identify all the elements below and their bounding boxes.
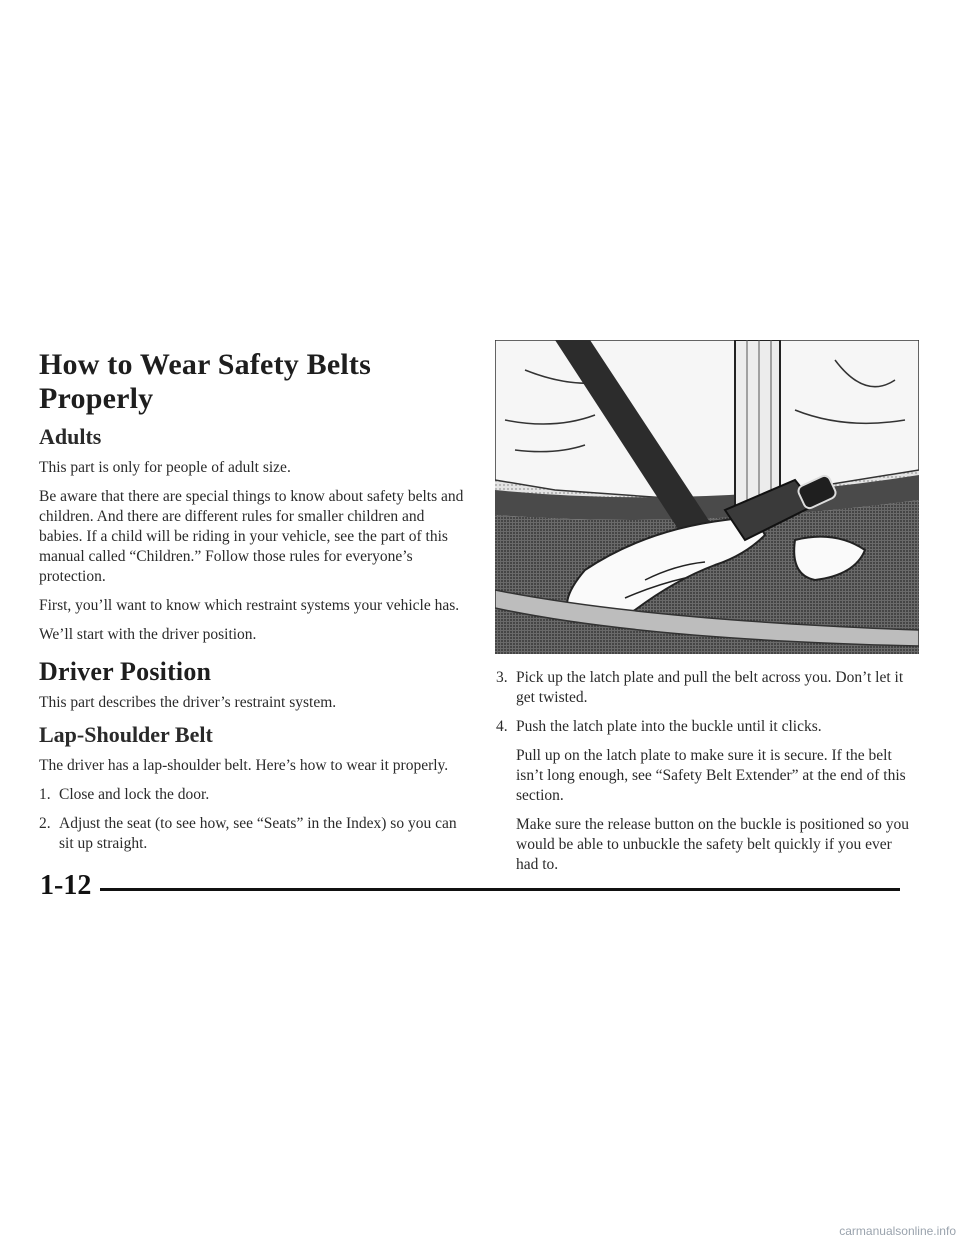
step-3 <box>496 668 916 708</box>
step-number: 1. <box>39 786 51 803</box>
step-number: 3. <box>496 669 508 686</box>
driver-paragraph: This part describes the driver’s restraint system. <box>39 694 337 711</box>
lap-shoulder-heading: Lap-Shoulder Belt <box>39 722 213 747</box>
step-text: Close and lock the door. <box>59 786 210 803</box>
step-1 <box>39 785 469 805</box>
release-button-paragraph: Make sure the release button on the buckle is positioned so you would be able to unbuckle the safety belt quickly if you ever had to. <box>516 816 910 873</box>
adults-paragraph-1: This part is only for people of adult size. <box>39 459 291 476</box>
right-column <box>496 668 916 884</box>
adults-paragraph-2: Be aware that there are special things to know about safety belts and children. And there are different rules for smaller children and babies. If a child will be riding in your vehicle, see the part of this manual called “Children.” Follow those rules for everyone’s protection. <box>39 488 464 585</box>
adults-paragraph-3: First, you’ll want to know which restraint systems your vehicle has. <box>39 597 460 614</box>
step-4 <box>496 717 916 737</box>
footer-rule <box>100 888 900 891</box>
step-2 <box>39 814 469 854</box>
driver-position-heading: Driver Position <box>39 657 212 686</box>
page-title: How to Wear Safety Belts Properly <box>39 348 371 415</box>
adults-heading: Adults <box>39 424 102 449</box>
step-text: Adjust the seat (to see how, see “Seats” in the Index) so you can sit up straight. <box>59 815 457 852</box>
secure-latch-paragraph: Pull up on the latch plate to make sure it is secure. If the belt isn’t long enough, see “Safety Belt Extender” at the end of this section. <box>516 747 906 804</box>
step-text: Pick up the latch plate and pull the belt across you. Don’t let it get twisted. <box>516 669 904 706</box>
step-number: 2. <box>39 815 51 832</box>
belt-buckle-drawing <box>495 340 919 654</box>
page-number: 1-12 <box>40 870 99 902</box>
lap-shoulder-paragraph: The driver has a lap-shoulder belt. Here’s how to wear it properly. <box>39 757 449 774</box>
step-number: 4. <box>496 718 508 735</box>
adults-paragraph-4: We’ll start with the driver position. <box>39 626 257 643</box>
step-text: Push the latch plate into the buckle until it clicks. <box>516 718 822 735</box>
left-column <box>39 348 469 863</box>
watermark: carmanualsonline.info <box>839 1224 956 1238</box>
belt-buckle-illustration <box>495 340 919 654</box>
